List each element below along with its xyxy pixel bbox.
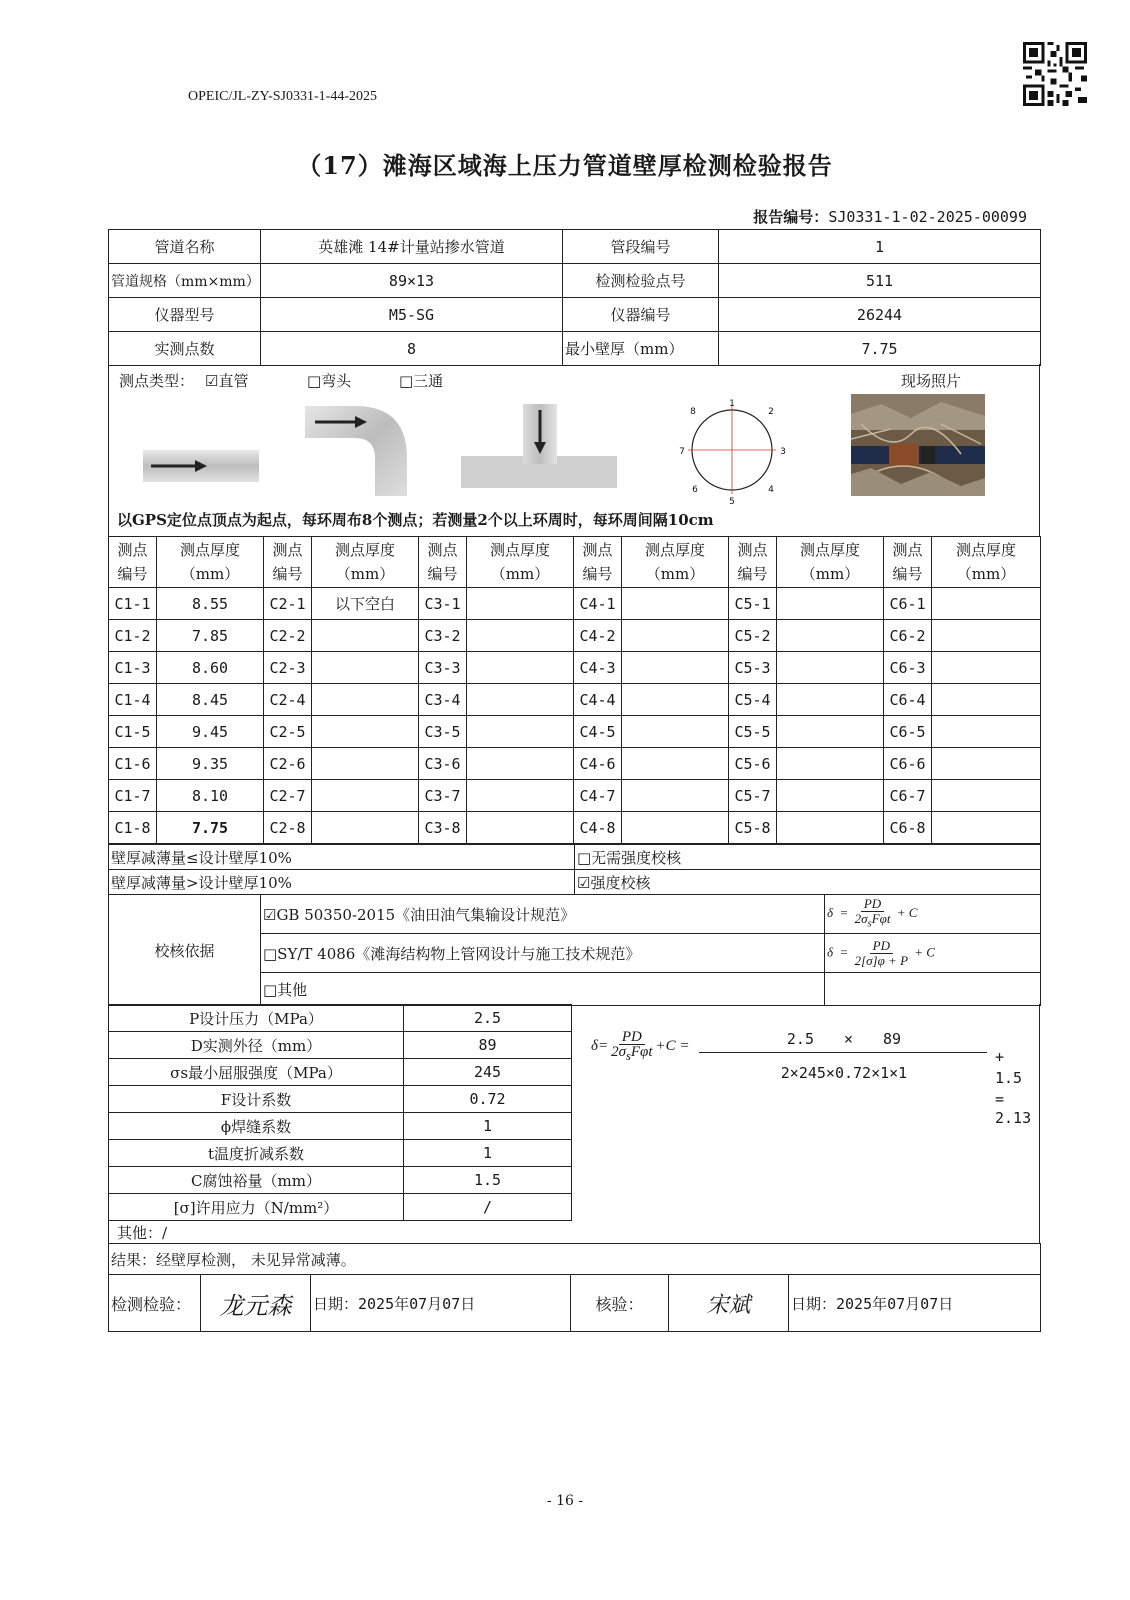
point-id: C1-1 bbox=[109, 588, 157, 620]
point-thickness bbox=[777, 812, 884, 844]
parameter-row bbox=[109, 1086, 572, 1113]
diagram-label-7: 7 bbox=[679, 447, 685, 457]
site-photo-label: 现场照片 bbox=[901, 372, 962, 390]
point-id: C6-7 bbox=[884, 780, 932, 812]
measurement-header-row bbox=[109, 537, 1041, 588]
point-thickness: 9.45 bbox=[157, 716, 264, 748]
instrument-model-label: 仪器型号 bbox=[109, 298, 261, 332]
inspect-point-label: 检测检验点号 bbox=[563, 264, 719, 298]
point-id: C5-4 bbox=[729, 684, 777, 716]
point-id: C6-5 bbox=[884, 716, 932, 748]
point-thickness bbox=[777, 780, 884, 812]
point-thickness: 7.75 bbox=[157, 812, 264, 844]
straight-pipe-icon bbox=[143, 446, 259, 486]
info-table bbox=[108, 229, 1041, 366]
parameter-row bbox=[109, 1194, 572, 1221]
calc-denominator: 2×245×0.72×1×1 bbox=[780, 1064, 908, 1082]
point-thickness: 8.45 bbox=[157, 684, 264, 716]
document-code: OPEIC/JL-ZY-SJ0331-1-44-2025 bbox=[188, 89, 377, 104]
point-thickness bbox=[622, 812, 729, 844]
pipe-name-label: 管道名称 bbox=[109, 230, 261, 264]
parameter-label: σs最小屈服强度（MPa） bbox=[109, 1059, 404, 1086]
point-layout-note: 以GPS定位点顶点为起点，每环周布8个测点；若测量2个以上环周时，每环周间隔10cm bbox=[117, 511, 714, 529]
instrument-no-label: 仪器编号 bbox=[563, 298, 719, 332]
point-id: C2-7 bbox=[264, 780, 312, 812]
point-thickness bbox=[932, 716, 1041, 748]
result-text: 结果：经壁厚检测， 未见异常减薄。 bbox=[109, 1244, 1041, 1275]
point-thickness bbox=[312, 684, 419, 716]
elbow-pipe-icon bbox=[305, 400, 415, 496]
parameter-table bbox=[108, 1004, 572, 1221]
thinning-le10: 壁厚减薄量≤设计壁厚10% bbox=[109, 845, 575, 870]
calc-result: + 1.5 = 2.13 bbox=[995, 1048, 1038, 1127]
report-number bbox=[753, 206, 1027, 227]
basis-label: 校核依据 bbox=[109, 895, 261, 1006]
point-thickness bbox=[467, 684, 574, 716]
parameter-row bbox=[109, 1113, 572, 1140]
point-thickness bbox=[777, 652, 884, 684]
point-id: C3-5 bbox=[419, 716, 467, 748]
point-thickness bbox=[312, 780, 419, 812]
point-id: C3-1 bbox=[419, 588, 467, 620]
point-thickness bbox=[467, 620, 574, 652]
header-point-thickness: 测点厚度（mm） bbox=[157, 537, 264, 588]
point-thickness bbox=[932, 812, 1041, 844]
parameter-label: t温度折减系数 bbox=[109, 1140, 404, 1167]
pipe-spec-value: 89×13 bbox=[261, 264, 563, 298]
point-id: C3-4 bbox=[419, 684, 467, 716]
point-id: C2-4 bbox=[264, 684, 312, 716]
point-thickness bbox=[622, 652, 729, 684]
point-id: C1-8 bbox=[109, 812, 157, 844]
parameter-body bbox=[109, 1005, 572, 1221]
point-thickness bbox=[467, 748, 574, 780]
point-thickness bbox=[467, 780, 574, 812]
point-id: C3-8 bbox=[419, 812, 467, 844]
point-type-label: 测点类型： bbox=[119, 372, 195, 390]
point-thickness: 8.10 bbox=[157, 780, 264, 812]
point-thickness bbox=[932, 588, 1041, 620]
measured-points-value: 8 bbox=[261, 332, 563, 366]
point-id: C4-3 bbox=[574, 652, 622, 684]
point-thickness bbox=[312, 716, 419, 748]
point-id: C5-6 bbox=[729, 748, 777, 780]
header-point-thickness: 测点厚度（mm） bbox=[312, 537, 419, 588]
point-id: C3-3 bbox=[419, 652, 467, 684]
point-id: C4-8 bbox=[574, 812, 622, 844]
point-thickness: 8.60 bbox=[157, 652, 264, 684]
review-date: 日期：2025年07月07日 bbox=[789, 1275, 1041, 1332]
diagram-label-3: 3 bbox=[780, 447, 786, 457]
calc-formula-symbolic: δ= $\frac{PD}{2\sigma_sF\varphi t}$ +C = bbox=[591, 1029, 690, 1063]
point-thickness: 9.35 bbox=[157, 748, 264, 780]
pipe-name-value: 英雄滩 14#计量站掺水管道 bbox=[261, 230, 563, 264]
measurement-section bbox=[108, 536, 1040, 844]
reviewer-label: 核验： bbox=[571, 1275, 669, 1332]
point-id: C3-6 bbox=[419, 748, 467, 780]
inspector-signature: 龙元森 bbox=[201, 1275, 311, 1332]
inspector-label: 检测检验： bbox=[109, 1275, 201, 1332]
point-id: C1-4 bbox=[109, 684, 157, 716]
header-point-no: 测点编号 bbox=[884, 537, 932, 588]
table-row bbox=[109, 716, 1041, 748]
parameter-label: C腐蚀裕量（mm） bbox=[109, 1167, 404, 1194]
header-point-no: 测点编号 bbox=[574, 537, 622, 588]
calc-numerator: 2.5 × 89 bbox=[786, 1030, 902, 1048]
point-id: C6-2 bbox=[884, 620, 932, 652]
basis-table bbox=[108, 894, 1041, 1006]
table-row bbox=[109, 780, 1041, 812]
diagram-label-8: 8 bbox=[690, 407, 696, 417]
tee-option: □三通 bbox=[399, 372, 444, 390]
pipe-spec-label: 管道规格（mm×mm） bbox=[109, 264, 261, 298]
thinning-section bbox=[108, 844, 1040, 895]
point-id: C4-7 bbox=[574, 780, 622, 812]
straight-pipe-option: ☑直管 bbox=[205, 372, 249, 390]
measurement-body bbox=[109, 588, 1041, 844]
parameter-value: 1.5 bbox=[404, 1167, 572, 1194]
parameter-value: 1 bbox=[404, 1113, 572, 1140]
inspect-point-value: 511 bbox=[719, 264, 1041, 298]
point-id: C1-7 bbox=[109, 780, 157, 812]
measured-points-label: 实测点数 bbox=[109, 332, 261, 366]
point-id: C4-5 bbox=[574, 716, 622, 748]
segment-no-label: 管段编号 bbox=[563, 230, 719, 264]
table-row bbox=[109, 812, 1041, 844]
point-id: C3-7 bbox=[419, 780, 467, 812]
parameter-value: 1 bbox=[404, 1140, 572, 1167]
result-table bbox=[108, 1243, 1041, 1332]
parameter-label: ϕ焊缝系数 bbox=[109, 1113, 404, 1140]
page-number: - 16 - bbox=[546, 1493, 584, 1509]
point-id: C4-1 bbox=[574, 588, 622, 620]
reviewer-signature: 宋斌 bbox=[669, 1275, 789, 1332]
measuring-point-diagram bbox=[677, 394, 787, 506]
parameter-value: / bbox=[404, 1194, 572, 1221]
no-strength-check-option: □无需强度校核 bbox=[575, 845, 1041, 870]
basis-section bbox=[108, 894, 1040, 1006]
point-id: C2-5 bbox=[264, 716, 312, 748]
parameter-row bbox=[109, 1005, 572, 1032]
site-photo bbox=[851, 394, 985, 496]
point-id: C5-3 bbox=[729, 652, 777, 684]
point-thickness bbox=[932, 620, 1041, 652]
elbow-option: □弯头 bbox=[307, 372, 352, 390]
point-id: C2-2 bbox=[264, 620, 312, 652]
point-id: C4-4 bbox=[574, 684, 622, 716]
formula-gb: δ = $\frac{PD}{2\sigma_sF\varphi t}$ + C bbox=[825, 895, 1041, 934]
point-id: C6-8 bbox=[884, 812, 932, 844]
thinning-gt10: 壁厚减薄量>设计壁厚10% bbox=[109, 870, 575, 895]
point-thickness bbox=[622, 620, 729, 652]
parameter-row bbox=[109, 1167, 572, 1194]
calc-fraction-line bbox=[699, 1052, 987, 1053]
parameter-label: P设计压力（MPa） bbox=[109, 1005, 404, 1032]
point-thickness bbox=[312, 748, 419, 780]
inspect-date: 日期：2025年07月07日 bbox=[311, 1275, 571, 1332]
diagram-label-6: 6 bbox=[692, 485, 698, 495]
tee-pipe-icon bbox=[461, 404, 617, 494]
table-row bbox=[109, 684, 1041, 716]
segment-no-value: 1 bbox=[719, 230, 1041, 264]
formula-sy: δ = $\frac{PD}{2[\sigma]\varphi + P}$ + C bbox=[825, 934, 1041, 973]
parameter-label: [σ]许用应力（N/mm²） bbox=[109, 1194, 404, 1221]
diagram-label-2: 2 bbox=[768, 407, 774, 417]
parameter-value: 0.72 bbox=[404, 1086, 572, 1113]
diagram-label-4: 4 bbox=[768, 485, 774, 495]
other-note: 其他：/ bbox=[117, 1224, 168, 1242]
point-thickness bbox=[777, 748, 884, 780]
point-thickness bbox=[777, 684, 884, 716]
instrument-no-value: 26244 bbox=[719, 298, 1041, 332]
report-number-label: 报告编号： bbox=[753, 208, 829, 226]
point-id: C4-2 bbox=[574, 620, 622, 652]
basis-gb-option: ☑GB 50350-2015《油田油气集输设计规范》 bbox=[261, 895, 825, 934]
point-thickness: 8.55 bbox=[157, 588, 264, 620]
point-id: C3-2 bbox=[419, 620, 467, 652]
parameter-row bbox=[109, 1140, 572, 1167]
header-point-no: 测点编号 bbox=[264, 537, 312, 588]
point-id: C2-6 bbox=[264, 748, 312, 780]
header-point-thickness: 测点厚度（mm） bbox=[467, 537, 574, 588]
point-id: C5-1 bbox=[729, 588, 777, 620]
point-thickness bbox=[622, 748, 729, 780]
header-point-no: 测点编号 bbox=[419, 537, 467, 588]
point-id: C6-4 bbox=[884, 684, 932, 716]
point-id: C5-2 bbox=[729, 620, 777, 652]
report-number-value: SJ0331-1-02-2025-00099 bbox=[828, 208, 1027, 226]
point-id: C4-6 bbox=[574, 748, 622, 780]
diagram-label-1: 1 bbox=[729, 399, 735, 409]
point-id: C5-8 bbox=[729, 812, 777, 844]
table-row bbox=[109, 652, 1041, 684]
result-section bbox=[108, 1243, 1040, 1332]
point-id: C5-7 bbox=[729, 780, 777, 812]
measurement-table bbox=[108, 536, 1041, 844]
info-section bbox=[108, 229, 1040, 366]
point-id: C1-2 bbox=[109, 620, 157, 652]
point-id: C5-5 bbox=[729, 716, 777, 748]
point-id: C1-5 bbox=[109, 716, 157, 748]
strength-check-option: ☑强度校核 bbox=[575, 870, 1041, 895]
header-point-thickness: 测点厚度（mm） bbox=[777, 537, 884, 588]
point-thickness bbox=[932, 684, 1041, 716]
point-id: C6-3 bbox=[884, 652, 932, 684]
point-thickness: 以下空白 bbox=[312, 588, 419, 620]
point-thickness bbox=[777, 620, 884, 652]
min-thickness-value: 7.75 bbox=[719, 332, 1041, 366]
table-row bbox=[109, 588, 1041, 620]
point-thickness bbox=[467, 716, 574, 748]
header-point-thickness: 测点厚度（mm） bbox=[932, 537, 1041, 588]
point-thickness bbox=[622, 684, 729, 716]
page-title: （17）滩海区域海上压力管道壁厚检测检验报告 bbox=[297, 151, 833, 180]
point-thickness bbox=[777, 588, 884, 620]
table-row bbox=[109, 748, 1041, 780]
point-thickness bbox=[467, 652, 574, 684]
table-row bbox=[109, 620, 1041, 652]
point-id: C6-6 bbox=[884, 748, 932, 780]
parameter-value: 89 bbox=[404, 1032, 572, 1059]
basis-other-option: □其他 bbox=[261, 973, 825, 1006]
point-id: C1-3 bbox=[109, 652, 157, 684]
point-id: C2-3 bbox=[264, 652, 312, 684]
parameter-row bbox=[109, 1032, 572, 1059]
point-thickness bbox=[932, 652, 1041, 684]
basis-sy-option: □SY/T 4086《滩海结构物上管网设计与施工技术规范》 bbox=[261, 934, 825, 973]
basis-empty-cell bbox=[825, 973, 1041, 1006]
point-type-section bbox=[108, 364, 1040, 537]
min-thickness-label: 最小壁厚（mm） bbox=[563, 332, 719, 366]
thinning-table bbox=[108, 844, 1041, 895]
point-thickness bbox=[312, 620, 419, 652]
parameter-label: D实测外径（mm） bbox=[109, 1032, 404, 1059]
parameter-value: 2.5 bbox=[404, 1005, 572, 1032]
point-id: C2-8 bbox=[264, 812, 312, 844]
header-point-no: 测点编号 bbox=[109, 537, 157, 588]
point-thickness bbox=[312, 812, 419, 844]
header-point-thickness: 测点厚度（mm） bbox=[622, 537, 729, 588]
instrument-model-value: M5-SG bbox=[261, 298, 563, 332]
point-thickness bbox=[467, 588, 574, 620]
diagram-label-5: 5 bbox=[729, 497, 735, 506]
point-thickness bbox=[467, 812, 574, 844]
point-thickness bbox=[777, 716, 884, 748]
point-id: C1-6 bbox=[109, 748, 157, 780]
qr-code-icon bbox=[1023, 42, 1087, 106]
point-thickness bbox=[312, 652, 419, 684]
point-thickness bbox=[932, 748, 1041, 780]
point-id: C6-1 bbox=[884, 588, 932, 620]
point-id: C2-1 bbox=[264, 588, 312, 620]
parameter-row bbox=[109, 1059, 572, 1086]
point-thickness bbox=[622, 780, 729, 812]
calculation-section bbox=[108, 1004, 1040, 1244]
parameter-value: 245 bbox=[404, 1059, 572, 1086]
point-thickness: 7.85 bbox=[157, 620, 264, 652]
parameter-label: F设计系数 bbox=[109, 1086, 404, 1113]
point-thickness bbox=[932, 780, 1041, 812]
point-thickness bbox=[622, 716, 729, 748]
header-point-no: 测点编号 bbox=[729, 537, 777, 588]
point-thickness bbox=[622, 588, 729, 620]
